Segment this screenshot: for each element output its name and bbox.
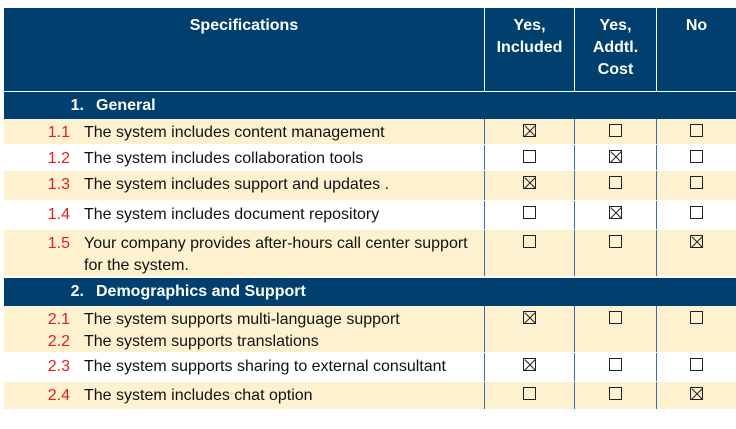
section-number: 1. bbox=[70, 96, 84, 114]
table-row bbox=[4, 171, 736, 201]
checkbox-icon[interactable] bbox=[690, 206, 703, 219]
no-cell bbox=[657, 382, 736, 409]
table-row bbox=[4, 201, 736, 230]
checkbox-icon[interactable] bbox=[609, 124, 622, 137]
item-text: The system includes support and updates . bbox=[84, 176, 390, 193]
table-row bbox=[4, 145, 736, 171]
no-cell bbox=[657, 145, 736, 170]
checkbox-icon[interactable] bbox=[523, 358, 536, 371]
section-number: 2. bbox=[70, 283, 84, 300]
item-number: 1.1 bbox=[47, 124, 70, 141]
spec-cell bbox=[4, 306, 485, 352]
item-text: The system supports translations bbox=[84, 333, 319, 350]
included-cell bbox=[485, 171, 575, 200]
item-text: The system includes collaboration tools bbox=[84, 150, 364, 167]
addtl-cost-cell bbox=[575, 353, 657, 381]
no-cell bbox=[657, 230, 736, 276]
checkbox-icon[interactable] bbox=[609, 358, 622, 371]
addtl-cost-cell bbox=[575, 171, 657, 200]
spec-cell bbox=[4, 119, 485, 144]
addtl-cost-cell bbox=[575, 145, 657, 170]
item-text-line: Your company provides after-hours call center support bbox=[84, 235, 468, 252]
item-number: 2.2 bbox=[47, 333, 70, 350]
spec-cell bbox=[4, 382, 485, 409]
checkbox-icon[interactable] bbox=[523, 235, 536, 248]
section-header-demographics bbox=[4, 277, 736, 306]
item-number: 1.4 bbox=[47, 206, 70, 223]
checkbox-icon[interactable] bbox=[690, 176, 703, 189]
addtl-cost-cell bbox=[575, 306, 657, 352]
included-cell bbox=[485, 201, 575, 229]
checkbox-icon[interactable] bbox=[609, 311, 622, 324]
table-row bbox=[4, 306, 736, 353]
included-cell bbox=[485, 382, 575, 409]
spec-line bbox=[4, 309, 484, 331]
item-text: The system supports multi-language support bbox=[84, 311, 400, 328]
checkbox-icon[interactable] bbox=[690, 235, 703, 248]
included-cell bbox=[485, 145, 575, 170]
included-cell bbox=[485, 119, 575, 144]
checkbox-icon[interactable] bbox=[609, 387, 622, 400]
addtl-cost-cell bbox=[575, 230, 657, 276]
checkbox-icon[interactable] bbox=[523, 176, 536, 189]
included-cell bbox=[485, 230, 575, 276]
item-number: 1.2 bbox=[47, 150, 70, 167]
item-text: The system includes chat option bbox=[84, 387, 313, 404]
spec-line bbox=[4, 331, 484, 353]
table-row bbox=[4, 382, 736, 410]
checkbox-icon[interactable] bbox=[609, 206, 622, 219]
spec-cell bbox=[4, 145, 485, 170]
spec-cell bbox=[4, 171, 485, 200]
checkbox-icon[interactable] bbox=[523, 311, 536, 324]
no-cell bbox=[657, 353, 736, 381]
checkbox-icon[interactable] bbox=[690, 358, 703, 371]
item-text: The system supports sharing to external consultant bbox=[84, 358, 446, 375]
addtl-cost-cell bbox=[575, 119, 657, 144]
no-cell bbox=[657, 171, 736, 200]
spec-cell bbox=[4, 353, 485, 381]
header-no: No bbox=[685, 17, 708, 34]
header-specifications: Specifications bbox=[4, 8, 485, 91]
no-cell bbox=[657, 119, 736, 144]
item-text bbox=[70, 233, 468, 276]
checkbox-icon[interactable] bbox=[609, 235, 622, 248]
item-text-line: for the system. bbox=[84, 257, 189, 274]
item-number: 1.5 bbox=[47, 235, 70, 252]
item-number: 2.3 bbox=[47, 358, 70, 375]
included-cell bbox=[485, 353, 575, 381]
header-yes-addtl-cost: Yes, Addtl. Cost bbox=[575, 8, 657, 91]
included-cell bbox=[485, 306, 575, 352]
section-title: General bbox=[96, 96, 156, 114]
table-row bbox=[4, 230, 736, 277]
checkbox-icon[interactable] bbox=[690, 124, 703, 137]
item-number: 2.4 bbox=[47, 387, 70, 404]
header-yes-included: Yes, Included bbox=[485, 8, 575, 91]
item-number: 2.1 bbox=[47, 311, 70, 328]
checkbox-icon[interactable] bbox=[690, 150, 703, 163]
table-row bbox=[4, 353, 736, 382]
item-number: 1.3 bbox=[47, 176, 70, 193]
section-title: Demographics and Support bbox=[96, 283, 306, 300]
addtl-cost-cell bbox=[575, 382, 657, 409]
checkbox-icon[interactable] bbox=[690, 387, 703, 400]
no-cell bbox=[657, 201, 736, 229]
checkbox-icon[interactable] bbox=[523, 150, 536, 163]
specifications-table bbox=[4, 8, 736, 410]
addtl-cost-cell bbox=[575, 201, 657, 229]
checkbox-icon[interactable] bbox=[523, 124, 536, 137]
table-header bbox=[4, 8, 736, 91]
checkbox-icon[interactable] bbox=[609, 176, 622, 189]
table-row bbox=[4, 119, 736, 145]
spec-cell bbox=[4, 201, 485, 229]
checkbox-icon[interactable] bbox=[609, 150, 622, 163]
item-text: The system includes document repository bbox=[84, 206, 380, 223]
no-cell bbox=[657, 306, 736, 352]
checkbox-icon[interactable] bbox=[690, 311, 703, 324]
spec-cell bbox=[4, 230, 485, 276]
checkbox-icon[interactable] bbox=[523, 206, 536, 219]
item-text: The system includes content management bbox=[84, 124, 385, 141]
checkbox-icon[interactable] bbox=[523, 387, 536, 400]
section-header-general bbox=[4, 91, 736, 119]
